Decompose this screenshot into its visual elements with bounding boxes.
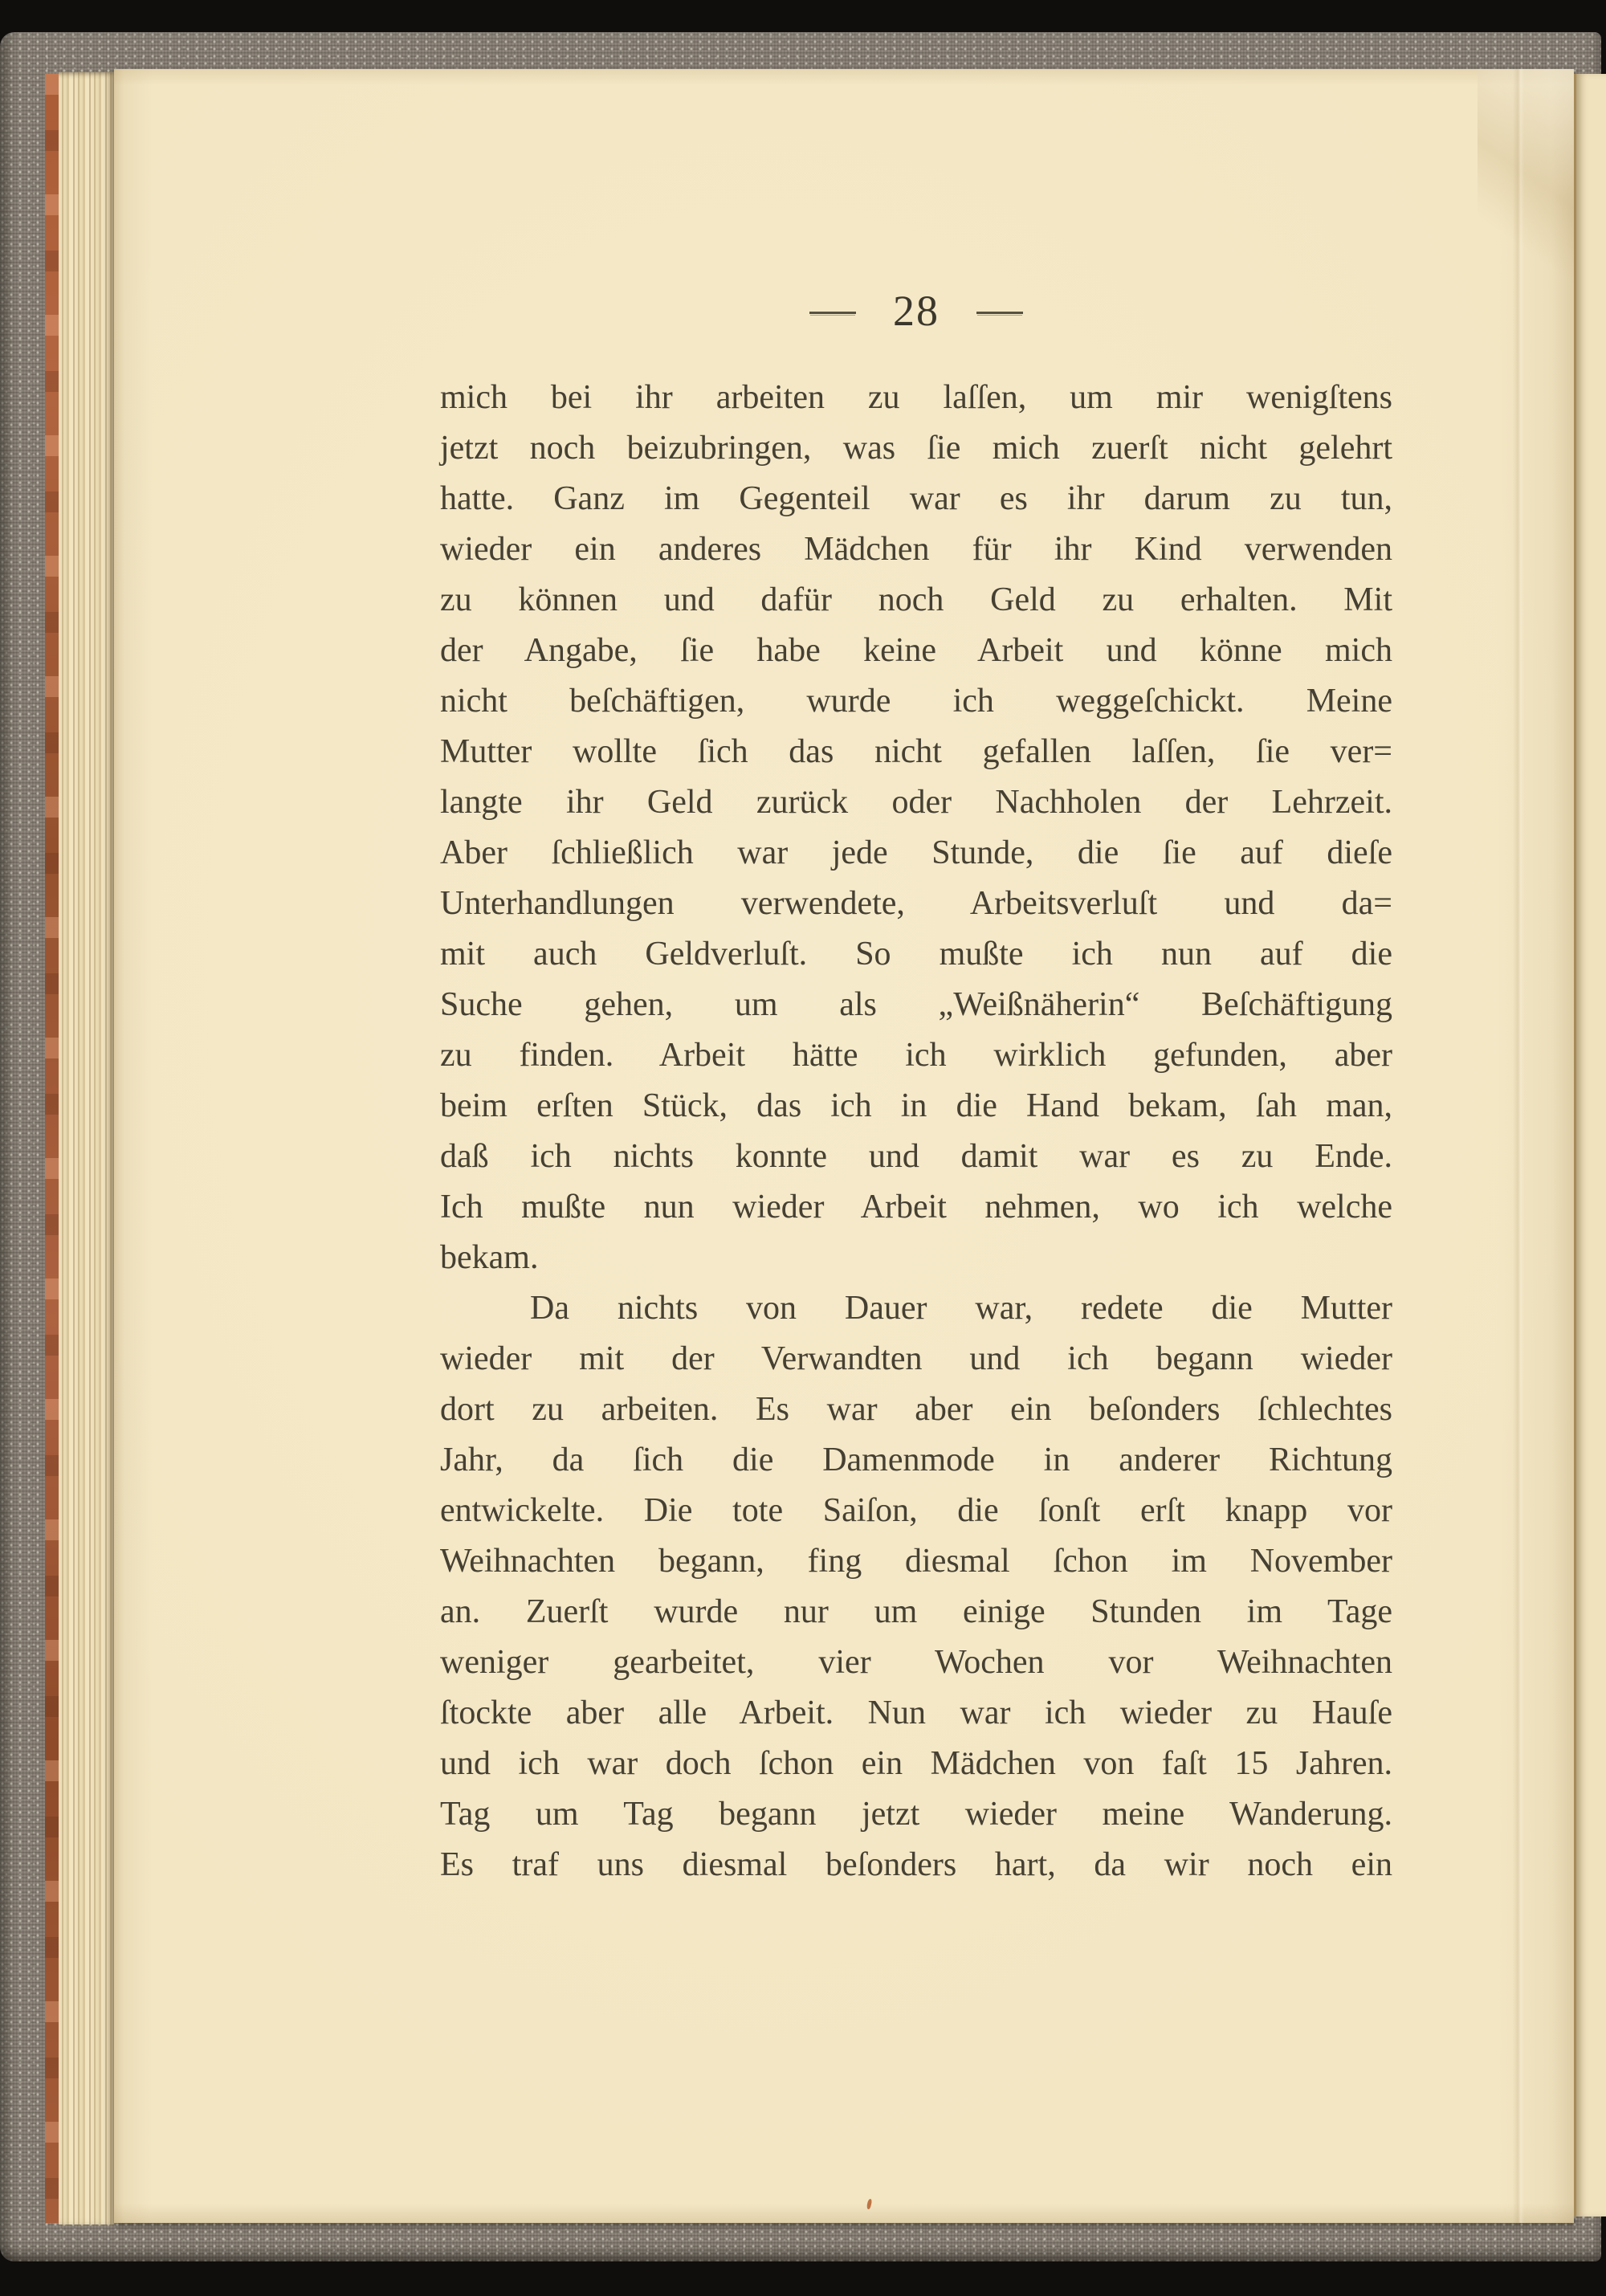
- header-dash-left: [809, 312, 856, 314]
- text-line: bekam.: [440, 1239, 539, 1276]
- page-number: 28: [893, 287, 940, 335]
- text-line: an. Zuerſt wurde nur um einige Stunden im Tage: [440, 1593, 1392, 1630]
- text-line: der Angabe, ſie habe keine Arbeit und könne mich: [440, 632, 1392, 669]
- endpaper-edge: [45, 74, 59, 2223]
- text-line: weniger gearbeitet, vier Wochen vor Weihnachten: [440, 1644, 1392, 1681]
- text-line: langte ihr Geld zurück oder Nachholen der Lehrzeit.: [440, 784, 1392, 821]
- text-line: Aber ſchließlich war jede Stunde, die ſie auf dieſe: [440, 834, 1392, 871]
- text-line: wieder mit der Verwandten und ich begann wieder: [440, 1340, 1392, 1377]
- text-line: Mutter wollte ſich das nicht gefallen laſſen, ſie ver=: [440, 733, 1392, 770]
- text-line: mit auch Geldverluſt. So mußte ich nun auf die: [440, 936, 1392, 973]
- text-line: wieder ein anderes Mädchen für ihr Kind verwenden: [440, 531, 1392, 568]
- page-stack-edges: [59, 72, 114, 2225]
- text-line: nicht beſchäftigen, wurde ich weggeſchickt. Meine: [440, 683, 1392, 720]
- text-line: Jahr, da ſich die Damenmode in anderer Richtung: [440, 1442, 1392, 1478]
- text-line: Tag um Tag begann jetzt wieder meine Wanderung.: [440, 1796, 1392, 1833]
- text-line: Ich mußte nun wieder Arbeit nehmen, wo ich welche: [440, 1189, 1392, 1225]
- page-corner-fold: [1478, 69, 1574, 310]
- page-text: [440, 373, 1392, 1890]
- text-line: zu finden. Arbeit hätte ich wirklich gefunden, aber: [440, 1037, 1392, 1074]
- text-line: und ich war doch ſchon ein Mädchen von faſt 15 Jahren.: [440, 1745, 1392, 1782]
- text-line: entwickelte. Die tote Saiſon, die ſonſt erſt knapp vor: [440, 1492, 1392, 1529]
- page-gutter-crease: [1513, 69, 1524, 2223]
- header-dash-right: [976, 312, 1023, 314]
- text-line: Suche gehen, um als „Weißnäherin“ Beſchäftigung: [440, 986, 1392, 1023]
- text-line: Da nichts von Dauer war, redete die Mutter: [530, 1290, 1392, 1327]
- text-line: zu können und dafür noch Geld zu erhalten. Mit: [440, 581, 1392, 618]
- text-line: ſtockte aber alle Arbeit. Nun war ich wieder zu Hauſe: [440, 1694, 1392, 1731]
- text-line: mich bei ihr arbeiten zu laſſen, um mir wenigſtens: [440, 379, 1392, 416]
- text-line: Es traf uns diesmal beſonders hart, da wir noch ein: [440, 1846, 1392, 1883]
- text-line: jetzt noch beizubringen, was ſie mich zuerſt nicht gelehrt: [440, 430, 1392, 467]
- text-line: beim erſten Stück, das ich in die Hand bekam, ſah man,: [440, 1087, 1392, 1124]
- ink-speck: [866, 2199, 873, 2210]
- page-header: [440, 284, 1392, 341]
- text-line: Weihnachten begann, fing diesmal ſchon im November: [440, 1543, 1392, 1580]
- text-line: Unterhandlungen verwendete, Arbeitsverluſt und da=: [440, 885, 1392, 922]
- text-line: daß ich nichts konnte und damit war es zu Ende.: [440, 1138, 1392, 1175]
- adjacent-page-sliver: [1574, 74, 1606, 2216]
- text-line: dort zu arbeiten. Es war aber ein beſonders ſchlechtes: [440, 1391, 1392, 1428]
- book-page: [114, 69, 1574, 2223]
- text-line: hatte. Ganz im Gegenteil war es ihr darum zu tun,: [440, 480, 1392, 517]
